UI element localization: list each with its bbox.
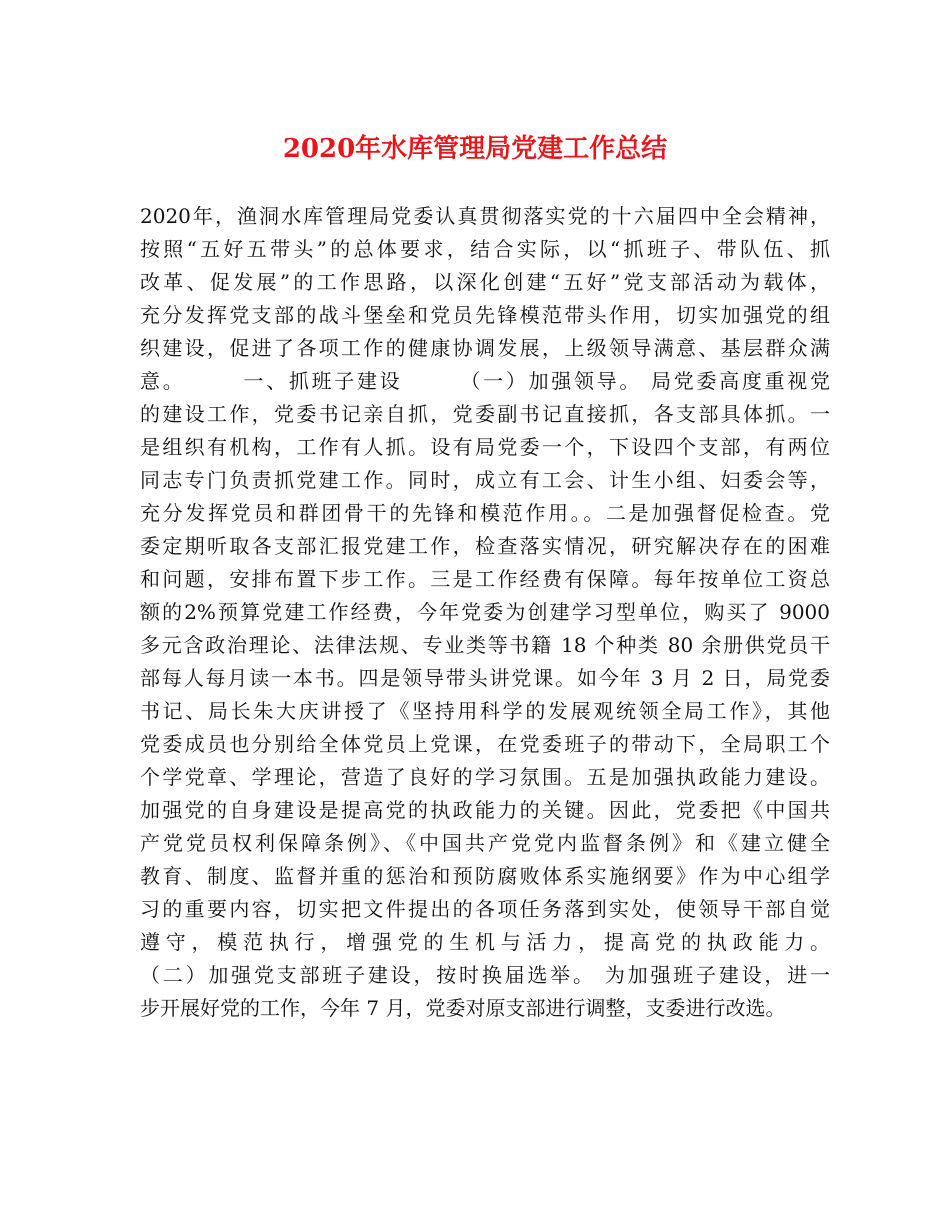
document-body	[140, 200, 830, 1025]
body-line: 充分发挥党支部的战斗堡垒和党员先锋模范带头作用，切实加强党的组	[140, 303, 830, 327]
body-line: （二）加强党支部班子建设，按时换届选举。 为加强班子建设，进一	[140, 963, 830, 987]
body-line: 改革、促发展”的工作思路，以深化创建“五好”党支部活动为载体，	[140, 270, 830, 294]
body-line: 多元含政治理论、法律法规、专业类等书籍 18 个种类 80 余册供党员干	[140, 633, 830, 657]
body-line: 教育、制度、监督并重的惩治和预防腐败体系实施纲要》作为中心组学	[140, 864, 830, 888]
body-line: 同志专门负责抓党建工作。同时，成立有工会、计生小组、妇委会等，	[140, 468, 830, 492]
body-line: 是组织有机构，工作有人抓。设有局党委一个，下设四个支部，有两位	[140, 435, 830, 459]
body-line: 步开展好党的工作，今年 7 月，党委对原支部进行调整，支委进行改选。	[140, 996, 786, 1020]
body-line: 2020年，渔洞水库管理局党委认真贯彻落实党的十六届四中全会精神，	[140, 204, 830, 228]
body-line: 充分发挥党员和群团骨干的先锋和模范作用。。二是加强督促检查。党	[140, 501, 830, 525]
body-line: 织建设，促进了各项工作的健康协调发展，上级领导满意、基层群众满	[140, 336, 830, 360]
body-line: 产党党员权利保障条例》、《中国共产党党内监督条例》和《建立健全	[140, 831, 830, 855]
body-line: 和问题，安排布置下步工作。三是工作经费有保障。每年按单位工资总	[140, 567, 830, 591]
body-line: 习的重要内容，切实把文件提出的各项任务落到实处，使领导干部自觉	[140, 897, 830, 921]
body-line: 委定期听取各支部汇报党建工作，检查落实情况，研究解决存在的困难	[140, 534, 830, 558]
body-line: 书记、局长朱大庆讲授了《坚持用科学的发展观统领全局工作》，其他	[140, 699, 830, 723]
body-line: 加强党的自身建设是提高党的执政能力的关键。因此，党委把《中国共	[140, 798, 830, 822]
body-line: 党委成员也分别给全体党员上党课，在党委班子的带动下，全局职工个	[140, 732, 830, 756]
body-line: 的建设工作，党委书记亲自抓，党委副书记直接抓，各支部具体抓。一	[140, 402, 830, 426]
body-line: 额的2%预算党建工作经费，今年党委为创建学习型单位，购买了 9000	[140, 600, 830, 624]
body-line: 部每人每月读一本书。四是领导带头讲党课。如今年 3 月 2 日，局党委	[140, 666, 830, 690]
document-title: 2020年水库管理局党建工作总结	[282, 134, 668, 164]
body-line: 意。 一、抓班子建设 （一）加强领导。 局党委高度重视党	[140, 369, 830, 393]
body-line: 按照“五好五带头”的总体要求，结合实际，以“抓班子、带队伍、抓	[140, 237, 830, 261]
body-line: 个学党章、学理论，营造了良好的学习氛围。五是加强执政能力建设。	[140, 765, 830, 789]
body-line: 遵守，模范执行，增强党的生机与活力，提高党的执政能力。	[140, 930, 830, 954]
